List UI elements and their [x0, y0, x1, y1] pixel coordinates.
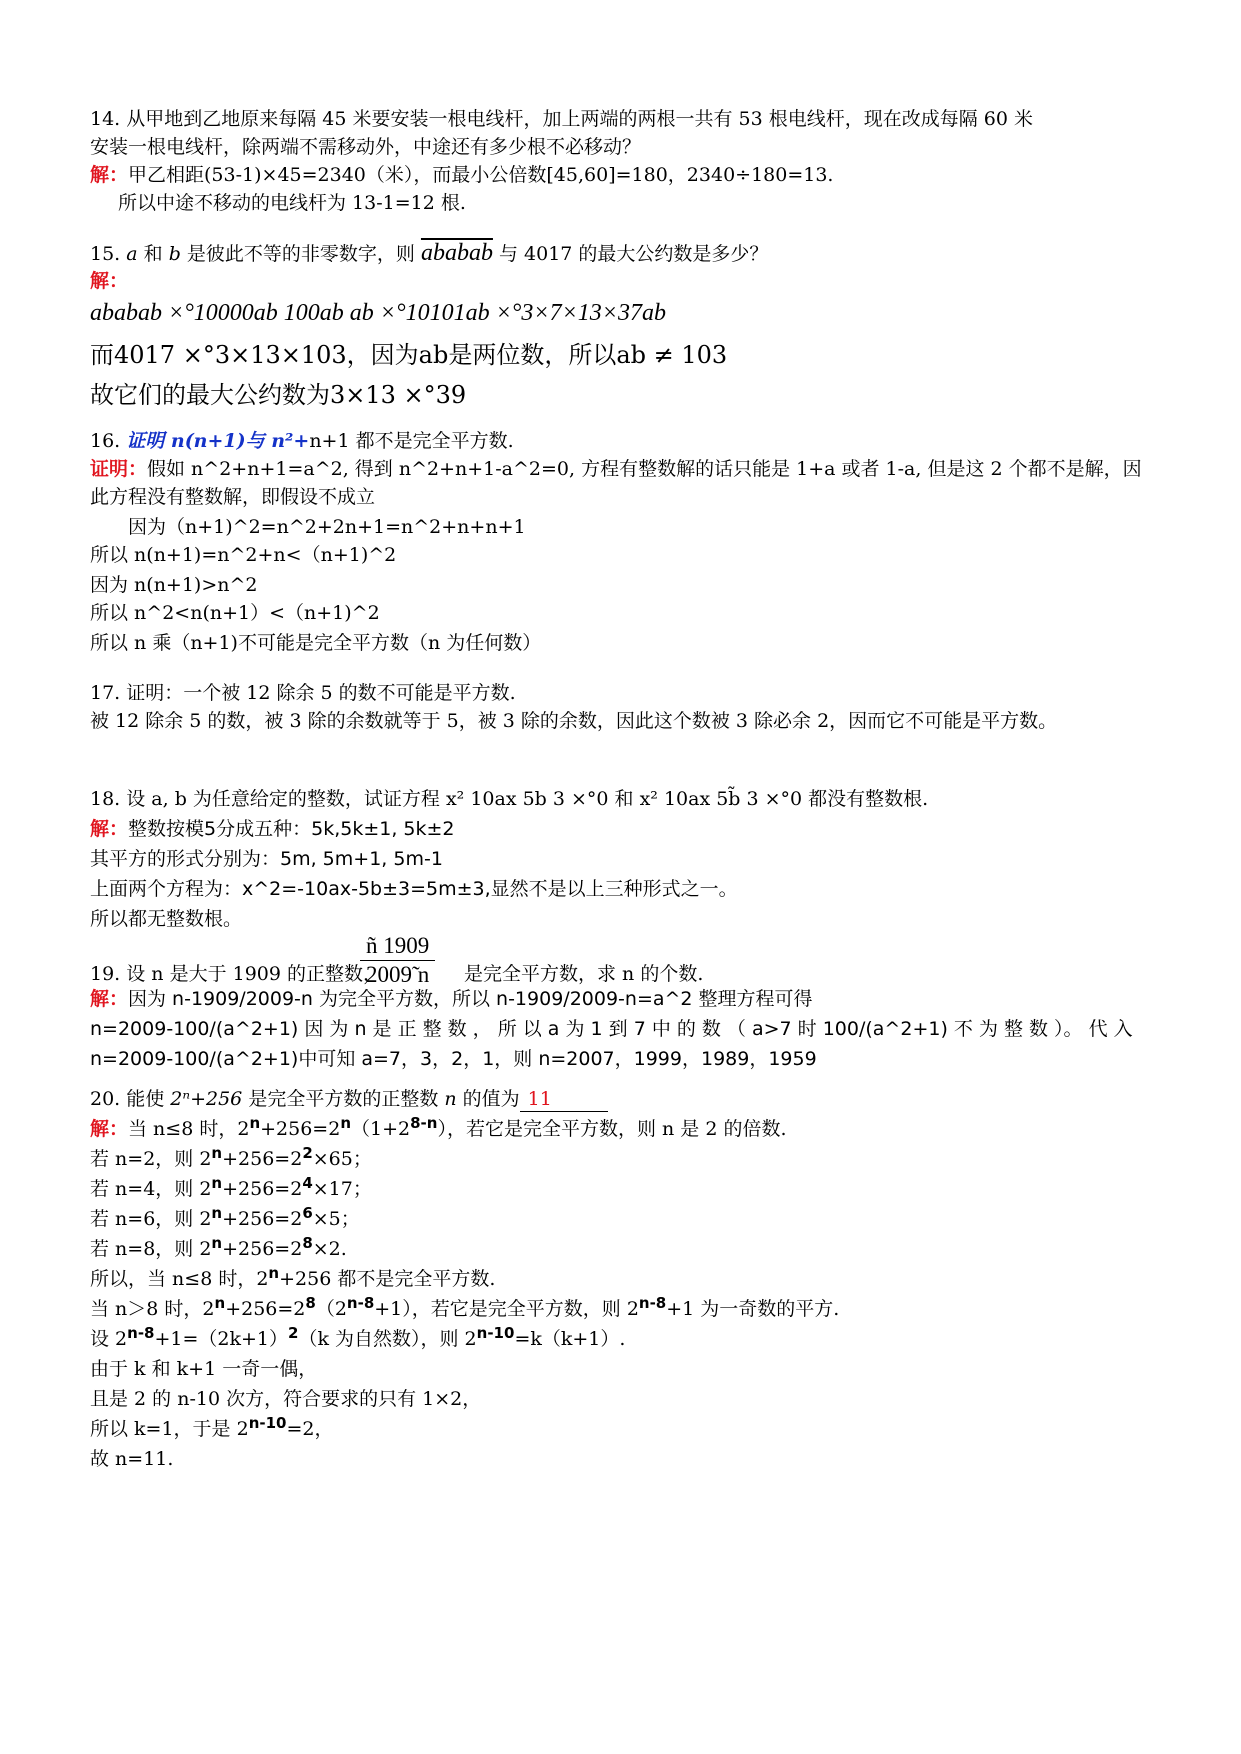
q15-math-1: ababab ×°10000ab 100ab ab ×°10101ab ×°3×7×13×37ab — [90, 300, 666, 326]
solution-label: 解： — [90, 818, 129, 840]
q20-solution-1: 解：当 n≤8 时，$2^n+256=2^n(1+2^{8-n})$，若它是完全平方数，则 n 是 2 的倍数. — [90, 1114, 787, 1140]
q20-parity: 由于 k 和 k+1 一奇一偶， — [90, 1358, 318, 1380]
q16-question — [90, 426, 514, 456]
answer-blank — [520, 1087, 609, 1112]
var-a: a — [126, 243, 138, 265]
solution-label: 解： — [90, 164, 129, 186]
q20-text: 20. 能使 — [90, 1088, 171, 1110]
q18-solution-3: 上面两个方程为：x^2=-10ax-5b±3=5m±3,显然不是以上三种形式之一。 — [90, 878, 738, 900]
q16-proof-6: 所以 n^2<n(n+1）<（n+1)^2 — [90, 602, 380, 624]
q14-conclusion: 所以中途不移动的电线杆为 13-1=12 根. — [118, 192, 466, 214]
q15-math-2: 而4017 ×°3×13×103，因为ab是两位数，所以ab ≠ 103 — [90, 341, 728, 369]
q20-expression: 2ⁿ+256 — [170, 1088, 243, 1110]
q18-solution-text: 整数按模5分成五种：5k,5k±1, 5k±2 — [128, 818, 455, 840]
q15-question — [90, 238, 768, 268]
q14-solution-text: 甲乙相距(53-1)×45=2340（米），而最小公倍数[45,60]=180，2340÷180=13. — [128, 164, 834, 186]
fraction-denominator: 2009̃ n — [366, 962, 430, 987]
fraction-numerator: ñ 1909 — [360, 932, 435, 961]
solution-label: 解： — [90, 270, 129, 292]
q17-question: 17. 证明：一个被 12 除余 5 的数不可能是平方数. — [90, 682, 516, 704]
q16-proof-text: 假如 n^2+n+1=a^2, 得到 n^2+n+1-a^2=0, 方程有整数解的话只能是 1+a 或者 1-a, 但是这 2 个都不是解，因 — [147, 458, 1142, 480]
q15-text: 与 4017 的最大公约数是多少？ — [492, 243, 769, 265]
var-b: b — [168, 243, 181, 265]
q15-number: 15. — [90, 243, 127, 265]
q18-solution-1 — [90, 814, 455, 844]
q18-question: 18. 设 a, b 为任意给定的整数，试证方程 x² 10ax 5b 3 ×°0 和 x² 10ax 5b̃ 3 ×°0 都没有整数根. — [90, 788, 929, 810]
q16-number: 16. — [90, 430, 127, 452]
q20-case-gt8: 当 n＞8 时，$2^n+256=2^8(2^{n-8}+1)$，若它是完全平方数，则 $2^{n-8}+1$ 为一奇数的平方. — [90, 1294, 840, 1320]
solution-label: 解： — [90, 988, 129, 1010]
q20-k-value: 所以 k=1，于是 $2^{n-10}=2$， — [90, 1414, 334, 1440]
q16-proof-1 — [90, 454, 1142, 484]
q16-proof-2: 此方程没有整数解，即假设不成立 — [90, 486, 376, 508]
proof-label: 证明： — [90, 458, 148, 480]
q15-math-3: 故它们的最大公约数为3×13 ×°39 — [90, 381, 467, 409]
q19-text: 19. 设 n 是大于 1909 的正整数， — [90, 963, 383, 985]
q20-case-4: 若 n=4，则 $2^n+256=2^4\times 17$； — [90, 1174, 372, 1200]
q19-text: 是完全平方数，求 n 的个数. — [464, 963, 704, 985]
q18-solution-4: 所以都无整数根。 — [90, 908, 243, 930]
q15-text: 是彼此不等的非零数字，则 — [180, 243, 421, 265]
q16-proof-5: 因为 n(n+1)>n^2 — [90, 574, 258, 596]
q18-solution-2: 其平方的形式分别为：5m, 5m+1, 5m-1 — [90, 848, 443, 870]
var-n: n — [444, 1088, 457, 1110]
q20-power: 且是 2 的 n-10 次方，符合要求的只有 1×2， — [90, 1388, 482, 1410]
q20-summary-1: 所以，当 n≤8 时，$2^n+256$ 都不是完全平方数. — [90, 1264, 496, 1290]
q16-text: n+1 都不是完全平方数. — [309, 430, 514, 452]
q19-solution-1 — [90, 984, 813, 1014]
q17-answer: 被 12 除余 5 的数，被 3 除的余数就等于 5，被 3 除的余数，因此这个数被 3 除必余 2，因而它不可能是平方数。 — [90, 710, 1058, 732]
solution-label: 解： — [90, 1118, 129, 1140]
q20-text: 是完全平方数的正整数 — [242, 1088, 445, 1110]
q19-solution-text: 因为 n-1909/2009-n 为完全平方数，所以 n-1909/2009-n=a^2 整理方程可得 — [128, 988, 813, 1010]
q16-proof-7: 所以 n 乘（n+1)不可能是完全平方数（n 为任何数） — [90, 632, 542, 654]
q15-text: 和 — [137, 243, 169, 265]
q16-proof-3: 因为（n+1)^2=n^2+2n+1=n^2+n+n+1 — [128, 516, 526, 538]
q14-line-1: 14. 从甲地到乙地原来每隔 45 米要安装一根电线杆，加上两端的两根一共有 53 根电线杆，现在改成每隔 60 米 — [90, 108, 1034, 130]
q20-case-8: 若 n=8，则 $2^n+256=2^8\times 2$. — [90, 1234, 347, 1260]
q16-highlight: 证明 n(n+1)与 n²+ — [126, 430, 310, 452]
q19-solution-3: n=2009-100/(a^2+1)中可知 a=7，3，2，1，则 n=2007，1999，1989，1959 — [90, 1048, 817, 1070]
q14-line-2: 安装一根电线杆，除两端不需移动外，中途还有多少根不必移动？ — [90, 136, 642, 158]
q20-final: 故 n=11. — [90, 1448, 174, 1470]
q20-substitution: 设 $2^{n-8}+1=(2k+1)^2(k$ 为自然数），则 $2^{n-10}=k(k+1)$. — [90, 1324, 626, 1350]
q19-solution-2: n=2009-100/(a^2+1) 因 为 n 是 正 整 数 ， 所 以 a 为 1 到 7 中 的 数 （ a>7 时 100/(a^2+1) 不 为 整 数 ）。 代 入 — [90, 1018, 1133, 1040]
q20-case-2: 若 n=2，则 $2^n+256=2^2\times 65$； — [90, 1144, 372, 1170]
q19-fraction — [360, 932, 435, 989]
q15-solution-label — [90, 266, 128, 296]
q16-proof-4: 所以 n(n+1)=n^2+n<（n+1)^2 — [90, 544, 397, 566]
q20-text: 的值为 — [456, 1088, 520, 1110]
overline-number: ababab — [420, 240, 493, 266]
q20-question — [90, 1084, 608, 1114]
q14-solution — [90, 160, 833, 190]
answer-value: 11 — [527, 1088, 552, 1110]
q20-case-6: 若 n=6，则 $2^n+256=2^6\times 5$； — [90, 1204, 360, 1230]
